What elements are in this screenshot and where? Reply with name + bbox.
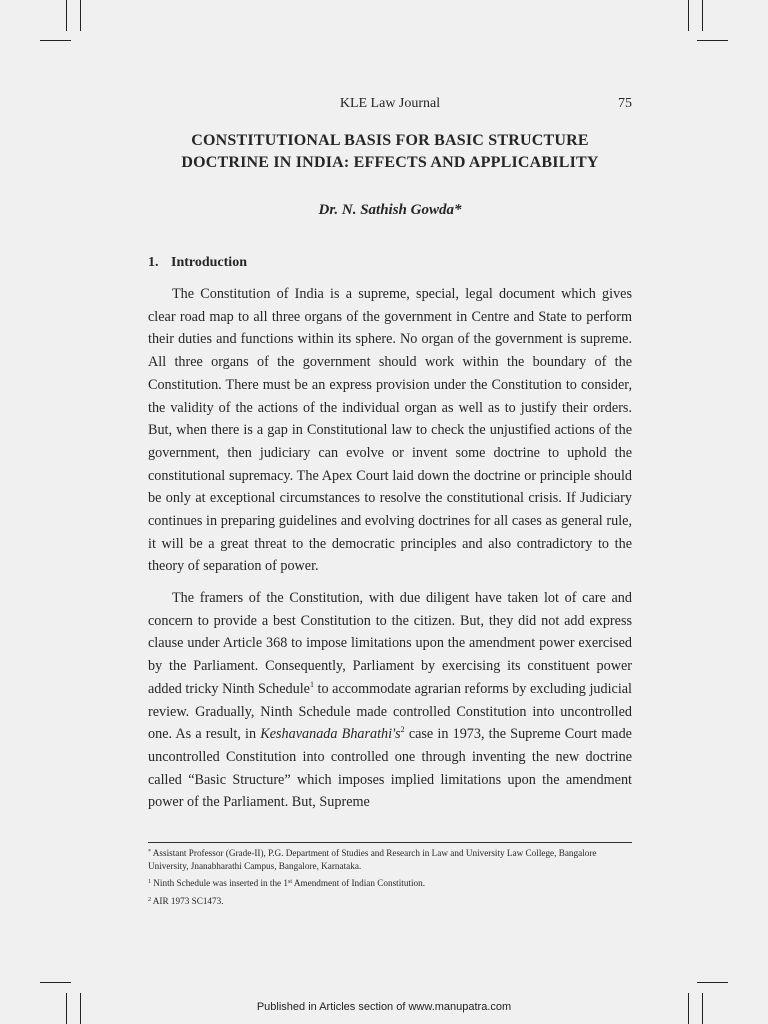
crop-mark	[40, 40, 71, 41]
author-name: Dr. N. Sathish Gowda*	[318, 202, 462, 218]
article-title	[148, 130, 632, 174]
footnote-divider	[148, 842, 632, 843]
paragraph-text: to accommodate agrarian reforms by excluding judicial review. Gradually, Ninth Schedule made controlled Constitution into uncontrolled one. As a result, in	[148, 680, 632, 743]
footnote	[148, 877, 632, 890]
body-paragraph	[148, 587, 632, 814]
section-heading	[148, 255, 247, 271]
publisher-footer: Published in Articles section of www.manupatra.com	[256, 1001, 512, 1013]
crop-mark	[697, 982, 728, 983]
footnote-text: Amendment of Indian Constitution.	[292, 878, 426, 888]
footnote-ref: 2	[400, 725, 405, 735]
article-title-line: DOCTRINE IN INDIA: EFFECTS AND APPLICABILITY	[181, 154, 599, 171]
ordinal-suffix: st	[288, 879, 293, 885]
page-number: 75	[618, 96, 632, 111]
crop-mark	[66, 0, 67, 31]
running-header	[148, 96, 632, 116]
footnote-text: Ninth Schedule was inserted in the 1	[151, 878, 289, 888]
crop-mark	[697, 40, 728, 41]
article-title-line: CONSTITUTIONAL BASIS FOR BASIC STRUCTURE	[191, 132, 589, 149]
footnote-ref: 1	[309, 679, 314, 689]
section-number: 1.	[148, 255, 159, 270]
paragraph-text: The framers of the Constitution, with due diligent have taken lot of care and concern to provide a best Constitution to the citizen. But, they did not add express clause under Article 368 to impose limitations upon the amendment power exercised by the Parliament. Consequently, Parliament by exercising its constituent power added tricky Ninth Schedule	[148, 590, 632, 697]
crop-mark	[702, 0, 703, 31]
footnote-text: Assistant Professor (Grade-II), P.G. Department of Studies and Research in Law and University Law College, Bangalore University, Jnanabharathi Campus, Bangalore, Karnataka.	[148, 848, 597, 871]
paragraph-text: case in 1973, the Supreme Court made uncontrolled Constitution into controlled one through inventing the new doctrine called “Basic Structure” which imposes implied limitations upon the amendment power of the Parliament. But, Supreme	[148, 726, 632, 811]
footnote-mark: *	[148, 849, 151, 855]
footnote	[148, 895, 632, 908]
section-title: Introduction	[171, 255, 247, 270]
footnote-mark: 1	[148, 879, 151, 885]
crop-mark	[40, 982, 71, 983]
footnote-mark: 2	[148, 896, 151, 903]
body-paragraph: The Constitution of India is a supreme, special, legal document which gives clear road map to all three organs of the government in Centre and State to perform their duties and functions within its sphere. No organ of the government is supreme. All three organs of the government should work within the boundary of the Constitution. There must be an express provision under the Constitution to consider, the validity of the actions of the individual organ as well as to justify their orders. But, when there is a gap in Constitutional law to check the unjustified actions of the government, then judiciary can evolve or invent some doctrine to uphold the constitutional supremacy. The Apex Court laid down the doctrine or principle should be only at exceptional circumstances to resolve the constitutional crisis. If Judiciary continues in preparing guidelines and evolving doctrines for all cases as general rule, it will be a great threat to the democratic principles and also contradictory to the theory of separation of power.	[148, 286, 632, 575]
journal-name: KLE Law Journal	[339, 96, 441, 111]
case-name: Keshavanada Bharathi's	[260, 726, 401, 743]
crop-mark	[80, 0, 81, 31]
footnotes	[148, 847, 632, 912]
footnote-text: AIR 1973 SC1473.	[151, 895, 224, 906]
footnote	[148, 847, 632, 872]
crop-mark	[688, 0, 689, 31]
